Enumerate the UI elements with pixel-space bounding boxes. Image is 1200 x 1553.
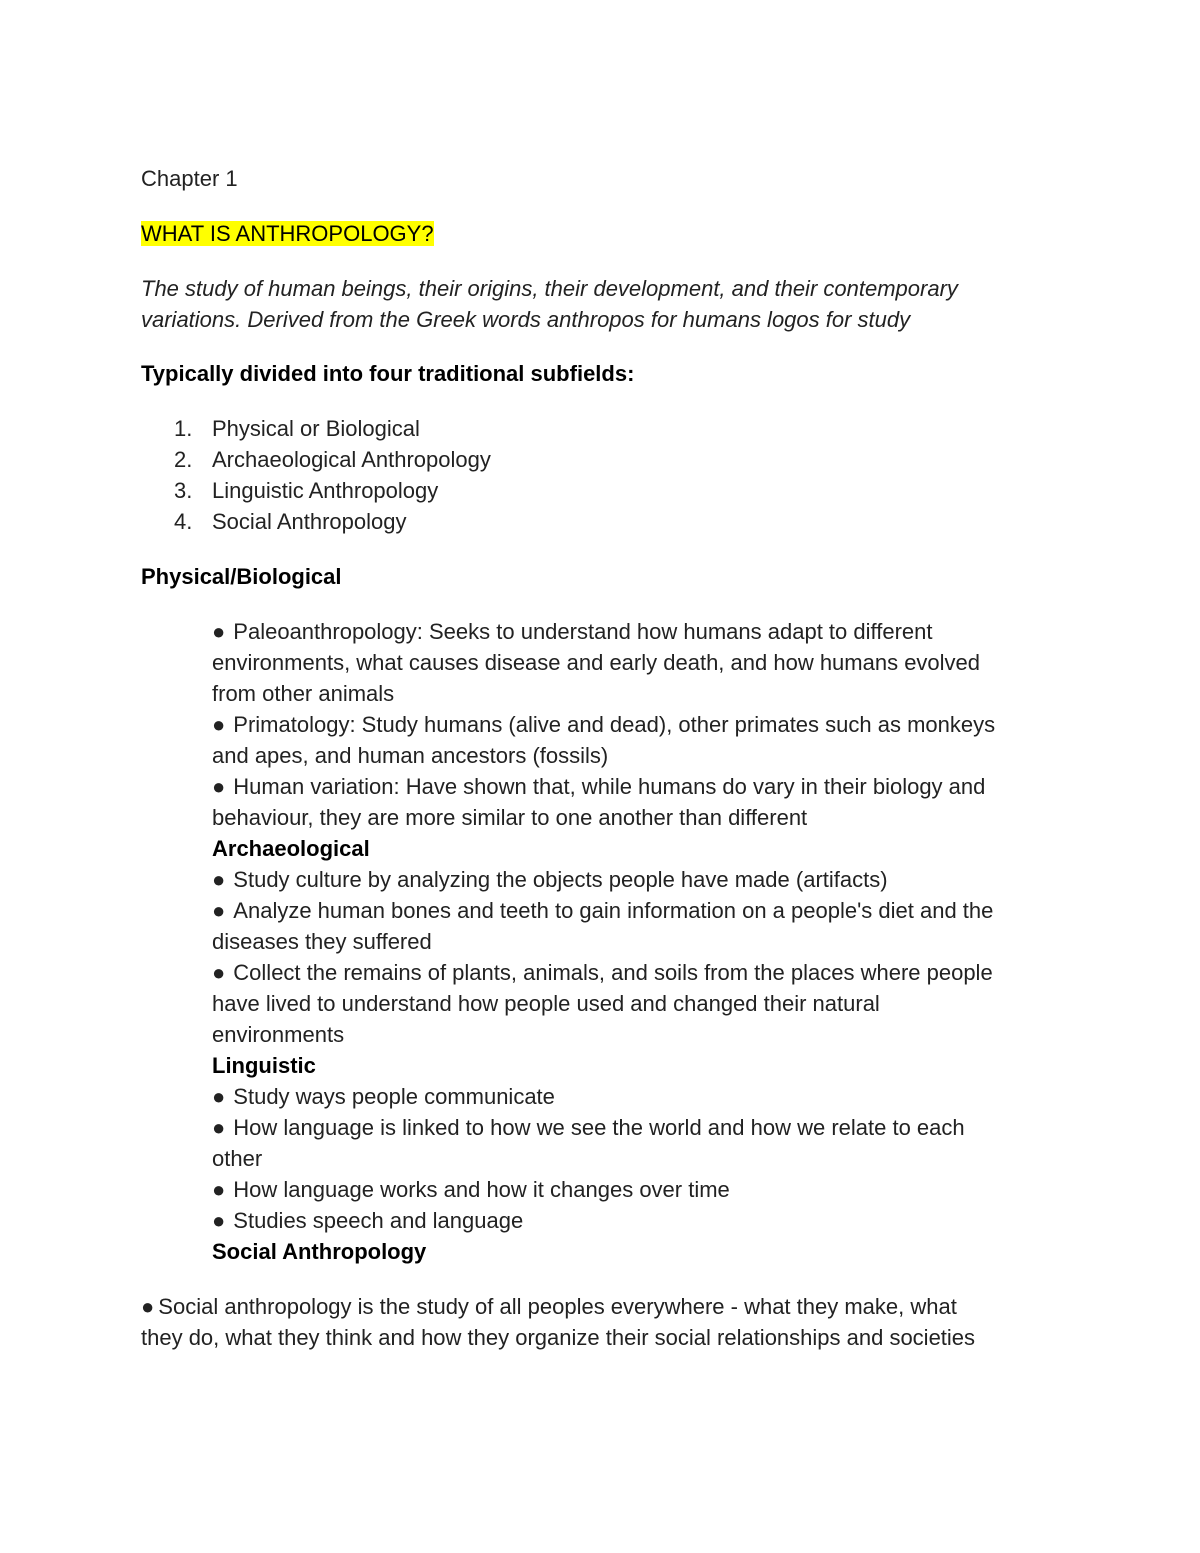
continuation-line: environments (212, 1022, 345, 1047)
bullet-icon: ● (212, 1084, 226, 1109)
continuation-line: other (212, 1146, 263, 1171)
bullet-text: Study ways people communicate (233, 1084, 555, 1109)
list-number: 1. (174, 416, 193, 441)
bullet-icon: ● (212, 774, 226, 799)
bullet-text: How language is linked to how we see the world and how we relate to each (233, 1115, 965, 1140)
bullet-icon: ● (212, 960, 226, 985)
bullet-icon: ● (212, 898, 226, 923)
section-title-physical: Physical/Biological (141, 564, 342, 589)
bullet-icon: ● (141, 1294, 155, 1319)
subfields-title: Typically divided into four traditional subfields: (141, 361, 635, 386)
continuation-line: and apes, and human ancestors (fossils) (212, 743, 609, 768)
bullet-line (212, 771, 985, 802)
bullet-text: Social anthropology is the study of all peoples everywhere - what they make, what (158, 1294, 957, 1319)
continuation-line: have lived to understand how people used and changed their natural (212, 991, 880, 1016)
bullet-text: Paleoanthropology: Seeks to understand how humans adapt to different (233, 619, 933, 644)
bullet-line (212, 1112, 965, 1143)
continuation-line: behaviour, they are more similar to one another than different (212, 805, 808, 830)
bullet-text: Primatology: Study humans (alive and dead), other primates such as monkeys (233, 712, 996, 737)
bullet-line (212, 616, 932, 647)
bullet-line (212, 1081, 555, 1112)
bullet-icon: ● (212, 1208, 226, 1233)
list-number: 3. (174, 478, 193, 503)
section-title-social: Social Anthropology (212, 1239, 427, 1264)
bullet-text: Studies speech and language (233, 1208, 524, 1233)
main-heading-text: WHAT IS ANTHROPOLOGY? (141, 221, 434, 246)
bullet-text: How language works and how it changes over time (233, 1177, 730, 1202)
section-title-archaeological: Archaeological (212, 836, 370, 861)
list-number: 4. (174, 509, 193, 534)
bullet-line (212, 895, 993, 926)
list-item-label: Linguistic Anthropology (212, 478, 439, 503)
bullet-line (212, 957, 993, 988)
bullet-icon: ● (212, 1177, 226, 1202)
bullet-icon: ● (212, 619, 226, 644)
bullet-text: Human variation: Have shown that, while humans do vary in their biology and (233, 774, 986, 799)
bullet-line (212, 1174, 730, 1205)
continuation-line: environments, what causes disease and early death, and how humans evolved (212, 650, 981, 675)
section-title-linguistic: Linguistic (212, 1053, 316, 1078)
list-item-label: Physical or Biological (212, 416, 420, 441)
bullet-text: Collect the remains of plants, animals, and soils from the places where people (233, 960, 993, 985)
bullet-icon: ● (212, 712, 226, 737)
list-number: 2. (174, 447, 193, 472)
bullet-line (212, 709, 995, 740)
main-heading (141, 218, 434, 249)
list-item-label: Archaeological Anthropology (212, 447, 491, 472)
bullet-line (141, 1291, 957, 1322)
continuation-line: they do, what they think and how they organize their social relationships and societies (141, 1325, 976, 1350)
definition-line-1: The study of human beings, their origins, their development, and their contemporary (141, 276, 958, 301)
definition-line-2: variations. Derived from the Greek words anthropos for humans logos for study (141, 307, 911, 332)
list-item-label: Social Anthropology (212, 509, 407, 534)
bullet-icon: ● (212, 867, 226, 892)
continuation-line: diseases they suffered (212, 929, 432, 954)
continuation-line: from other animals (212, 681, 395, 706)
bullet-text: Analyze human bones and teeth to gain information on a people's diet and the (233, 898, 994, 923)
bullet-line (212, 864, 888, 895)
bullet-icon: ● (212, 1115, 226, 1140)
chapter-label: Chapter 1 (141, 166, 238, 191)
bullet-line (212, 1205, 523, 1236)
bullet-text: Study culture by analyzing the objects people have made (artifacts) (233, 867, 888, 892)
